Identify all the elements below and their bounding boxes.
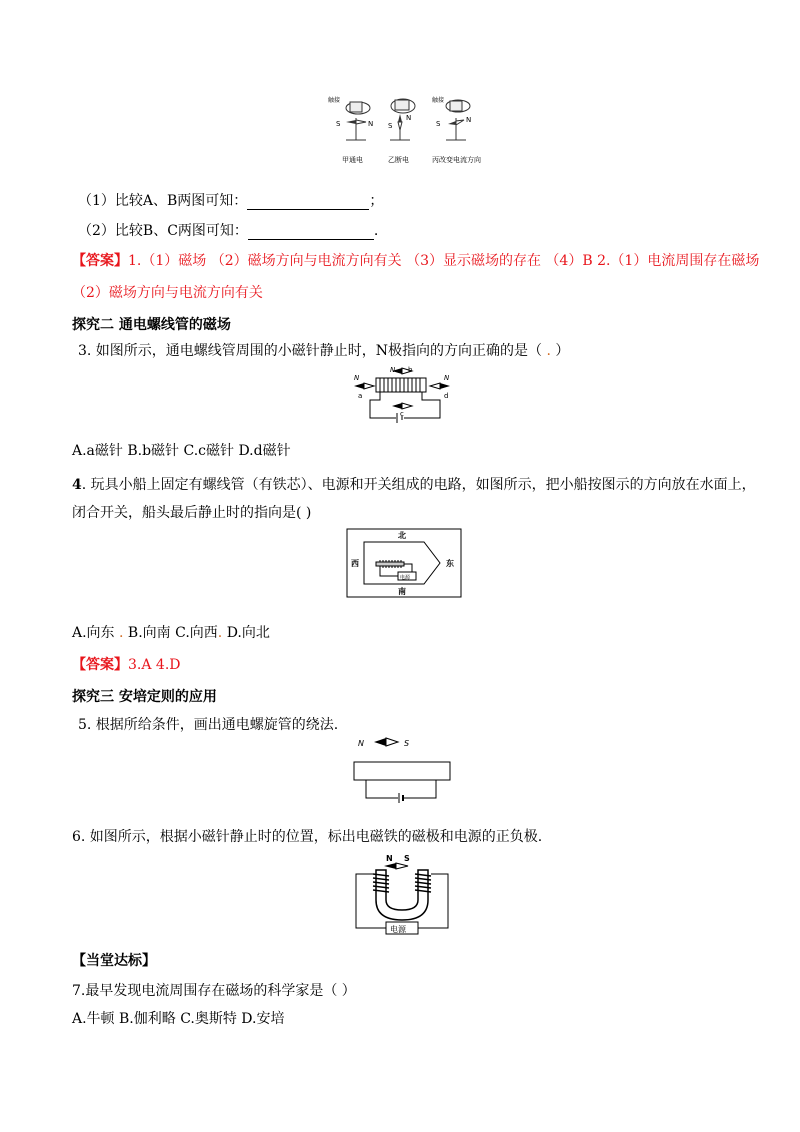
q1-sub1-text: （1）比较A、B两图可知：: [78, 193, 248, 209]
answer-1: [72, 250, 759, 270]
q1-sub1-blank[interactable]: [247, 195, 369, 210]
fig3-label-n2: N: [390, 366, 396, 374]
q4-option-c: C.向西: [175, 625, 218, 641]
fig3-label-n1: N: [354, 374, 360, 382]
fig4-source: 电源: [400, 575, 411, 581]
fig3-label-d: d: [444, 392, 449, 400]
q4-option-a: A.向东: [72, 625, 115, 641]
q4-text1: . 玩具小船上固定有螺线管（有铁芯）、电源和开关组成的电路，如图所示，把小船按图示的方向放在水面上，: [81, 477, 756, 493]
q1-sub1-end: ；: [369, 193, 384, 209]
fig1-caption-b: 乙断电: [388, 156, 409, 164]
section-3-title: 探究三 安培定则的应用: [72, 689, 217, 705]
q3-close: ）: [555, 343, 570, 359]
fig1-label-touch-2: 触接: [432, 97, 445, 104]
figure-compass-experiments: [328, 92, 488, 170]
answer-1-line1: 1.（1）磁场 （2）磁场方向与电流方向有关 （3）显示磁场的存在 （4）B 2.（1）电流周围存在磁场: [128, 253, 760, 269]
answer-2: [72, 654, 181, 674]
fig3-label-c: c: [400, 410, 404, 418]
section-4-title: 【当堂达标】: [72, 953, 156, 969]
fig1-label-touch-1: 触接: [328, 97, 341, 104]
q3-text: 3. 如图所示，通电螺线管周围的小磁针静止时，N极指向的方向正确的是（: [78, 343, 543, 359]
fig3-label-n3: N: [444, 374, 450, 382]
answer-1-tag: 【答案】: [72, 253, 128, 269]
figure-solenoid-blank: [350, 736, 454, 806]
fig6-label-s: S: [404, 854, 410, 863]
fig1-pole-1: S: [336, 120, 341, 128]
answer-2-tag: 【答案】: [72, 657, 128, 673]
fig4-south: 南: [398, 587, 406, 596]
fig1-pole-5: S: [436, 120, 441, 128]
figure-u-electromagnet: [352, 852, 452, 936]
q6-text: 6. 如图所示，根据小磁针静止时的位置，标出电磁铁的磁极和电源的正负极.: [72, 829, 543, 845]
fig3-label-b: b: [408, 366, 413, 374]
q1-sub2-blank[interactable]: [248, 225, 374, 240]
q3-question: 3. 如图所示，通电螺线管周围的小磁针静止时，N极指向的方向正确的是（ . ）: [78, 343, 570, 359]
fig1-pole-4: N: [406, 114, 412, 122]
q4-options: A.向东 . B.向南 C.向西. D.向北: [72, 625, 270, 641]
q4-option-b: B.向南: [127, 625, 171, 641]
fig4-west: 西: [351, 559, 359, 568]
fig5-label-s: S: [404, 739, 410, 748]
fig1-caption-c: 丙改变电流方向: [432, 156, 481, 164]
fig1-pole-3: S: [388, 122, 393, 130]
q4-line2: 闭合开关，船头最后静止时的指向是( ): [72, 505, 312, 521]
q5-text: 5. 根据所给条件，画出通电螺旋管的绕法.: [78, 717, 339, 733]
q4-line1: [72, 474, 756, 494]
q1-sub2: [78, 220, 378, 240]
answer-2-text: 3.A 4.D: [128, 657, 181, 673]
q4-option-d: D.向北: [226, 625, 270, 641]
fig1-caption-a: 甲通电: [342, 156, 363, 164]
figure-toy-boat: [346, 528, 462, 598]
answer-1-line2: （2）磁场方向与电流方向有关: [72, 285, 263, 301]
fig5-label-n: N: [358, 739, 364, 748]
fig6-source: 电源: [390, 925, 406, 934]
q1-sub2-end: .: [373, 223, 379, 239]
q7-options: A.牛顿 B.伽利略 C.奥斯特 D.安培: [72, 1011, 285, 1027]
figure-solenoid-compasses: [350, 366, 460, 426]
fig3-label-a: a: [358, 392, 363, 400]
q4-num: 4: [72, 477, 82, 493]
fig4-east: 东: [446, 559, 454, 568]
fig4-north: 北: [398, 531, 406, 540]
q1-sub2-text: （2）比较B、C两图可知：: [78, 223, 248, 239]
q1-sub1: [78, 190, 383, 210]
fig1-pole-2: N: [368, 120, 374, 128]
q7-text: 7.最早发现电流周围存在磁场的科学家是（ ）: [72, 983, 356, 999]
fig6-label-n: N: [386, 854, 393, 863]
q3-options: A.a磁针 B.b磁针 C.c磁针 D.d磁针: [72, 443, 291, 459]
section-2-title: 探究二 通电螺线管的磁场: [72, 317, 231, 333]
fig1-pole-6: N: [466, 116, 472, 124]
